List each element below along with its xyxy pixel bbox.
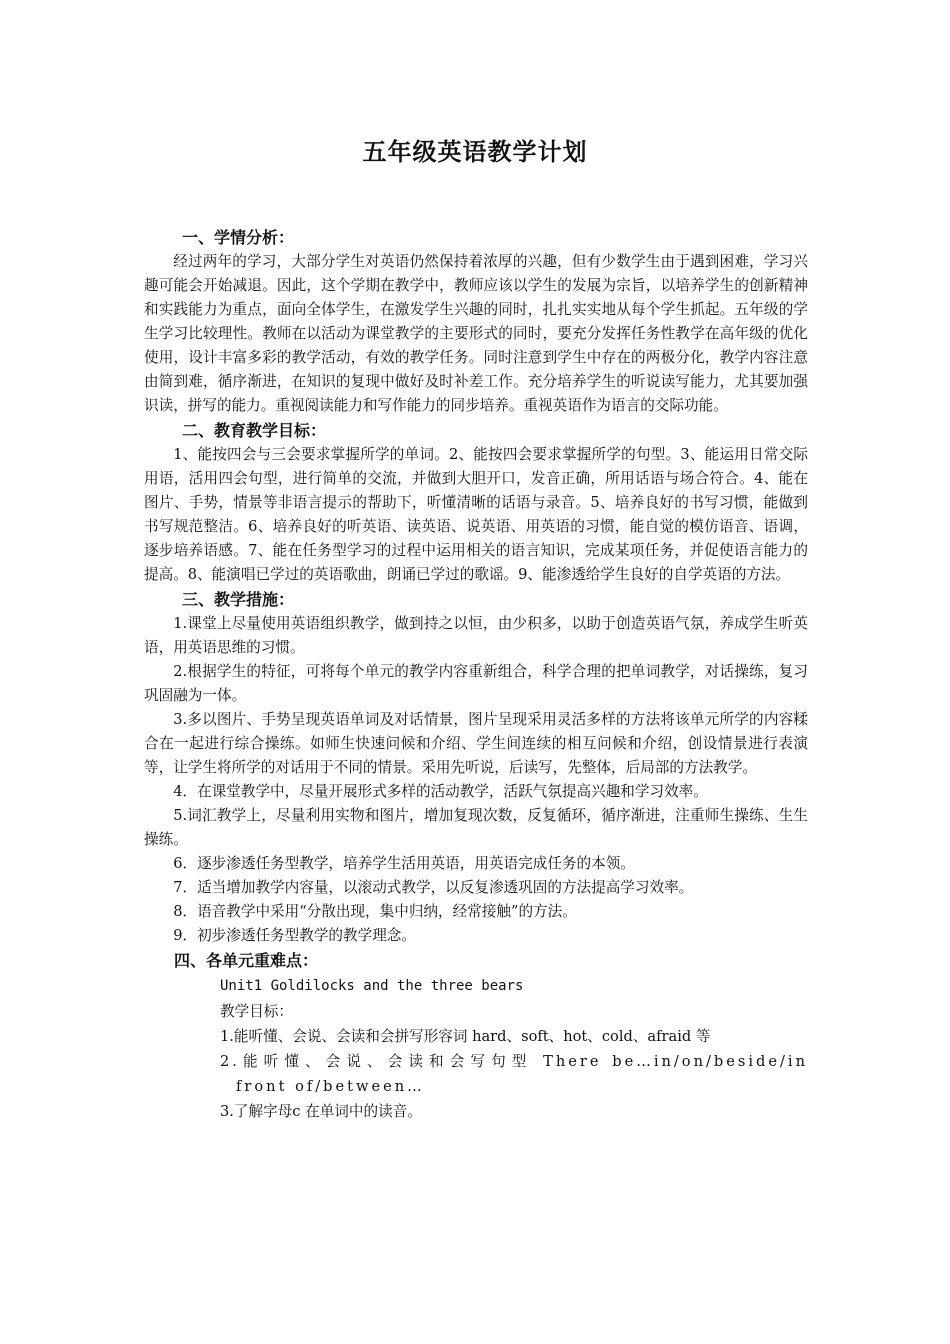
measure-item: 8．语音教学中采用“分散出现，集中归纳，经常接触”的方法。	[173, 903, 577, 920]
section-heading-measures: 三、教学措施：	[182, 590, 295, 609]
paragraph: 1、能按四会与三会要求掌握所学的单词。2、能按四会要求掌握所学的句型。3、能运用日常交际用语，活用四会句型，进行简单的交流，并做到大胆开口，发音正确，所用话语与场合符合。4、能在图片、手势，情景等非语言提示的帮助下，听懂清晰的话语与录音。5、培养良好的书写习惯，能做到书写规范整洁。6、培养良好的听英语、读英语、说英语、用英语的习惯，能自觉的模仿语音、语调，逐步培养语感。7、能在任务型学习的过程中运用相关的语言知识，完成某项任务，并促使语言能力的提高。8、能演唱已学过的英语歌曲，朗诵已学过的歌谣。9、能渗透给学生良好的自学英语的方法。	[144, 446, 808, 583]
section-heading-units: 四、各单元重难点：	[174, 951, 319, 970]
section-heading-analysis: 一、学情分析：	[182, 228, 295, 247]
measure-item: 7．适当增加教学内容量，以滚动式教学，以反复渗透巩固的方法提高学习效率。	[173, 879, 694, 896]
measure-item: 5.词汇教学上，尽量利用实物和图片，增加复现次数，反复循环，循序渐进，注重师生操练、生生操练。	[144, 807, 808, 848]
measure-item: 6．逐步渗透任务型教学，培养学生活用英语，用英语完成任务的本领。	[173, 855, 635, 872]
measure-item: 9．初步渗透任务型教学的教学理念。	[173, 927, 416, 944]
paragraph: 经过两年的学习，大部分学生对英语仍然保持着浓厚的兴趣，但有少数学生由于遇到困难，学习兴趣可能会开始减退。因此，这个学期在教学中，教师应该以学生的发展为宗旨，以培养学生的创新精神和实践能力为重点，面向全体学生，在激发学生兴趣的同时，扎扎实实地从每个学生抓起。五年级的学生学习比较理性。教师在以活动为课堂教学的主要形式的同时，要充分发挥任务性教学在高年级的优化使用，设计丰富多彩的教学活动，有效的教学任务。同时注意到学生中存在的两极分化，教学内容注意由简到难，循序渐进，在知识的复现中做好及时补差工作。充分培养学生的听说读写能力，尤其要加强识读，拼写的能力。重视阅读能力和写作能力的同步培养。重视英语作为语言的交际功能。	[144, 253, 808, 414]
measure-item: 1.课堂上尽量使用英语组织教学，做到持之以恒，由少积多，以助于创造英语气氛，养成学生听英语，用英语思维的习惯。	[144, 615, 808, 656]
goal-label: 教学目标：	[220, 1003, 293, 1020]
unit-block	[144, 973, 808, 1124]
goal-item: 3.了解字母c 在单词中的读音。	[220, 1103, 422, 1120]
section-heading-goals: 二、教育教学目标：	[182, 421, 327, 440]
document-body	[144, 225, 808, 1124]
measure-item: 4．在课堂教学中，尽量开展形式多样的活动教学，活跃气氛提高兴趣和学习效率。	[173, 783, 708, 800]
document-title: 五年级英语教学计划	[362, 138, 588, 166]
goal-item: 2.能听懂、会说、会读和会写句型 There be…in/on/beside/in front of/between…	[220, 1053, 808, 1095]
unit-title: Unit1 Goldilocks and the three bears	[220, 978, 524, 994]
measure-item: 2.根据学生的特征，可将每个单元的教学内容重新组合，科学合理的把单词教学，对话操练，复习巩固融为一体。	[144, 663, 808, 704]
goal-item: 1.能听懂、会说、会读和会拼写形容词 hard、soft、hot、cold、afraid 等	[220, 1028, 711, 1045]
measure-item: 3.多以图片、手势呈现英语单词及对话情景，图片呈现采用灵活多样的方法将该单元所学的内容糅合在一起进行综合操练。如师生快速问候和介绍、学生间连续的相互问候和介绍，创设情景进行表演等，让学生将所学的对话用于不同的情景。采用先听说，后读写，先整体，后局部的方法教学。	[144, 711, 808, 776]
